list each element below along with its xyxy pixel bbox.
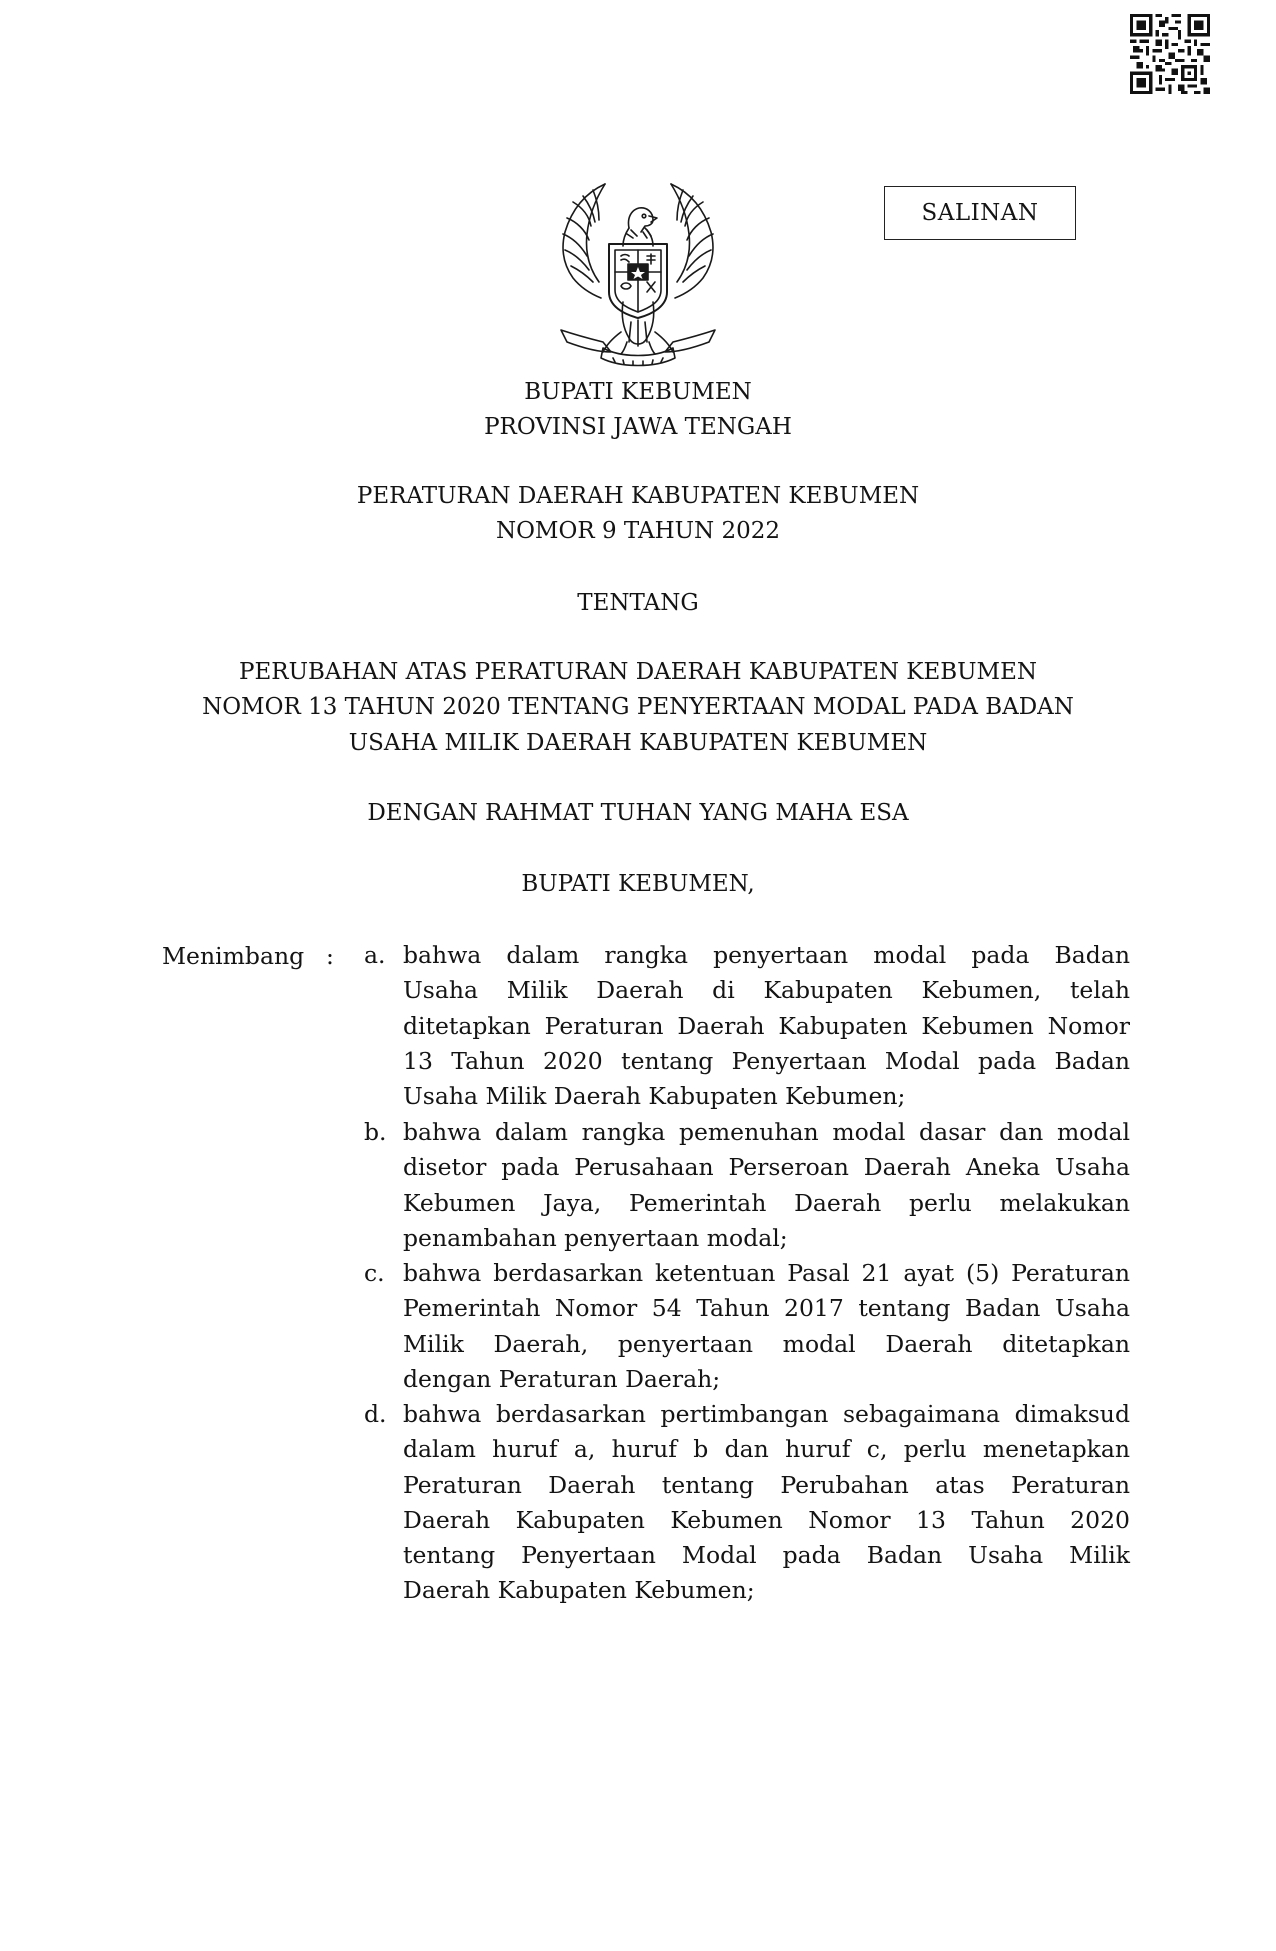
item-text: [403, 1256, 1130, 1397]
item-text: [403, 938, 1130, 1114]
considering-colon: :: [326, 942, 334, 970]
about-heading: TENTANG: [577, 590, 699, 616]
item-line: Daerah Kabupaten Kebumen Nomor 13 Tahun 2020: [403, 1505, 1130, 1534]
item-line: dalam huruf a, huruf b dan huruf c, perlu menetapkan: [403, 1435, 1130, 1464]
regulation-line-1: PERATURAN DAERAH KABUPATEN KEBUMEN: [356, 483, 920, 509]
item-line: dengan Peraturan Daerah;: [403, 1364, 721, 1393]
item-text: [403, 1115, 1130, 1256]
item-line: penambahan penyertaan modal;: [403, 1223, 788, 1252]
issuer-line-1: BUPATI KEBUMEN: [524, 379, 752, 405]
title-line-2: NOMOR 13 TAHUN 2020 TENTANG PENYERTAAN MODAL PADA BADAN: [202, 694, 1074, 720]
qr-code-icon: [1130, 14, 1210, 94]
item-line: Peraturan Daerah tentang Perubahan atas Peraturan: [403, 1470, 1130, 1499]
item-line: Usaha Milik Daerah Kabupaten Kebumen;: [403, 1082, 906, 1111]
garuda-pancasila-emblem: [543, 182, 733, 372]
item-line: 13 Tahun 2020 tentang Penyertaan Modal pada Badan: [403, 1046, 1130, 1075]
item-letter: c.: [364, 1259, 385, 1287]
copy-stamp: [884, 186, 1076, 240]
item-line: Usaha Milik Daerah di Kabupaten Kebumen, telah: [403, 976, 1130, 1005]
title-line-1: PERUBAHAN ATAS PERATURAN DAERAH KABUPATEN KEBUMEN: [238, 659, 1037, 685]
item-line: bahwa berdasarkan ketentuan Pasal 21 ayat (5) Peraturan: [403, 1259, 1130, 1287]
item-letter: d.: [364, 1400, 387, 1428]
item-line: bahwa berdasarkan pertimbangan sebagaimana dimaksud: [403, 1400, 1130, 1428]
item-line: Milik Daerah, penyertaan modal Daerah ditetapkan: [403, 1329, 1130, 1358]
invocation: DENGAN RAHMAT TUHAN YANG MAHA ESA: [367, 800, 909, 826]
item-letter: b.: [364, 1118, 387, 1146]
title-line-3: USAHA MILIK DAERAH KABUPATEN KEBUMEN: [348, 730, 928, 756]
item-line: tentang Penyertaan Modal pada Badan Usaha Milik: [403, 1541, 1130, 1570]
item-line: bahwa dalam rangka pemenuhan modal dasar dan modal: [403, 1118, 1130, 1146]
regulation-line-2: NOMOR 9 TAHUN 2022: [495, 518, 781, 544]
item-line: ditetapkan Peraturan Daerah Kabupaten Kebumen Nomor: [403, 1011, 1130, 1040]
item-line: Pemerintah Nomor 54 Tahun 2017 tentang Badan Usaha: [403, 1294, 1130, 1323]
issuer-line-2: PROVINSI JAWA TENGAH: [484, 414, 792, 440]
considering-label: Menimbang: [162, 942, 305, 970]
item-line: disetor pada Perusahaan Perseroan Daerah Aneka Usaha: [403, 1153, 1130, 1182]
item-text: [403, 1397, 1130, 1609]
authority: BUPATI KEBUMEN,: [521, 871, 755, 897]
copy-stamp-label: SALINAN: [921, 200, 1039, 226]
item-line: Daerah Kabupaten Kebumen;: [403, 1576, 755, 1605]
item-line: Kebumen Jaya, Pemerintah Daerah perlu melakukan: [403, 1188, 1130, 1217]
item-letter: a.: [364, 941, 386, 969]
item-line: bahwa dalam rangka penyertaan modal pada Badan: [403, 941, 1130, 969]
